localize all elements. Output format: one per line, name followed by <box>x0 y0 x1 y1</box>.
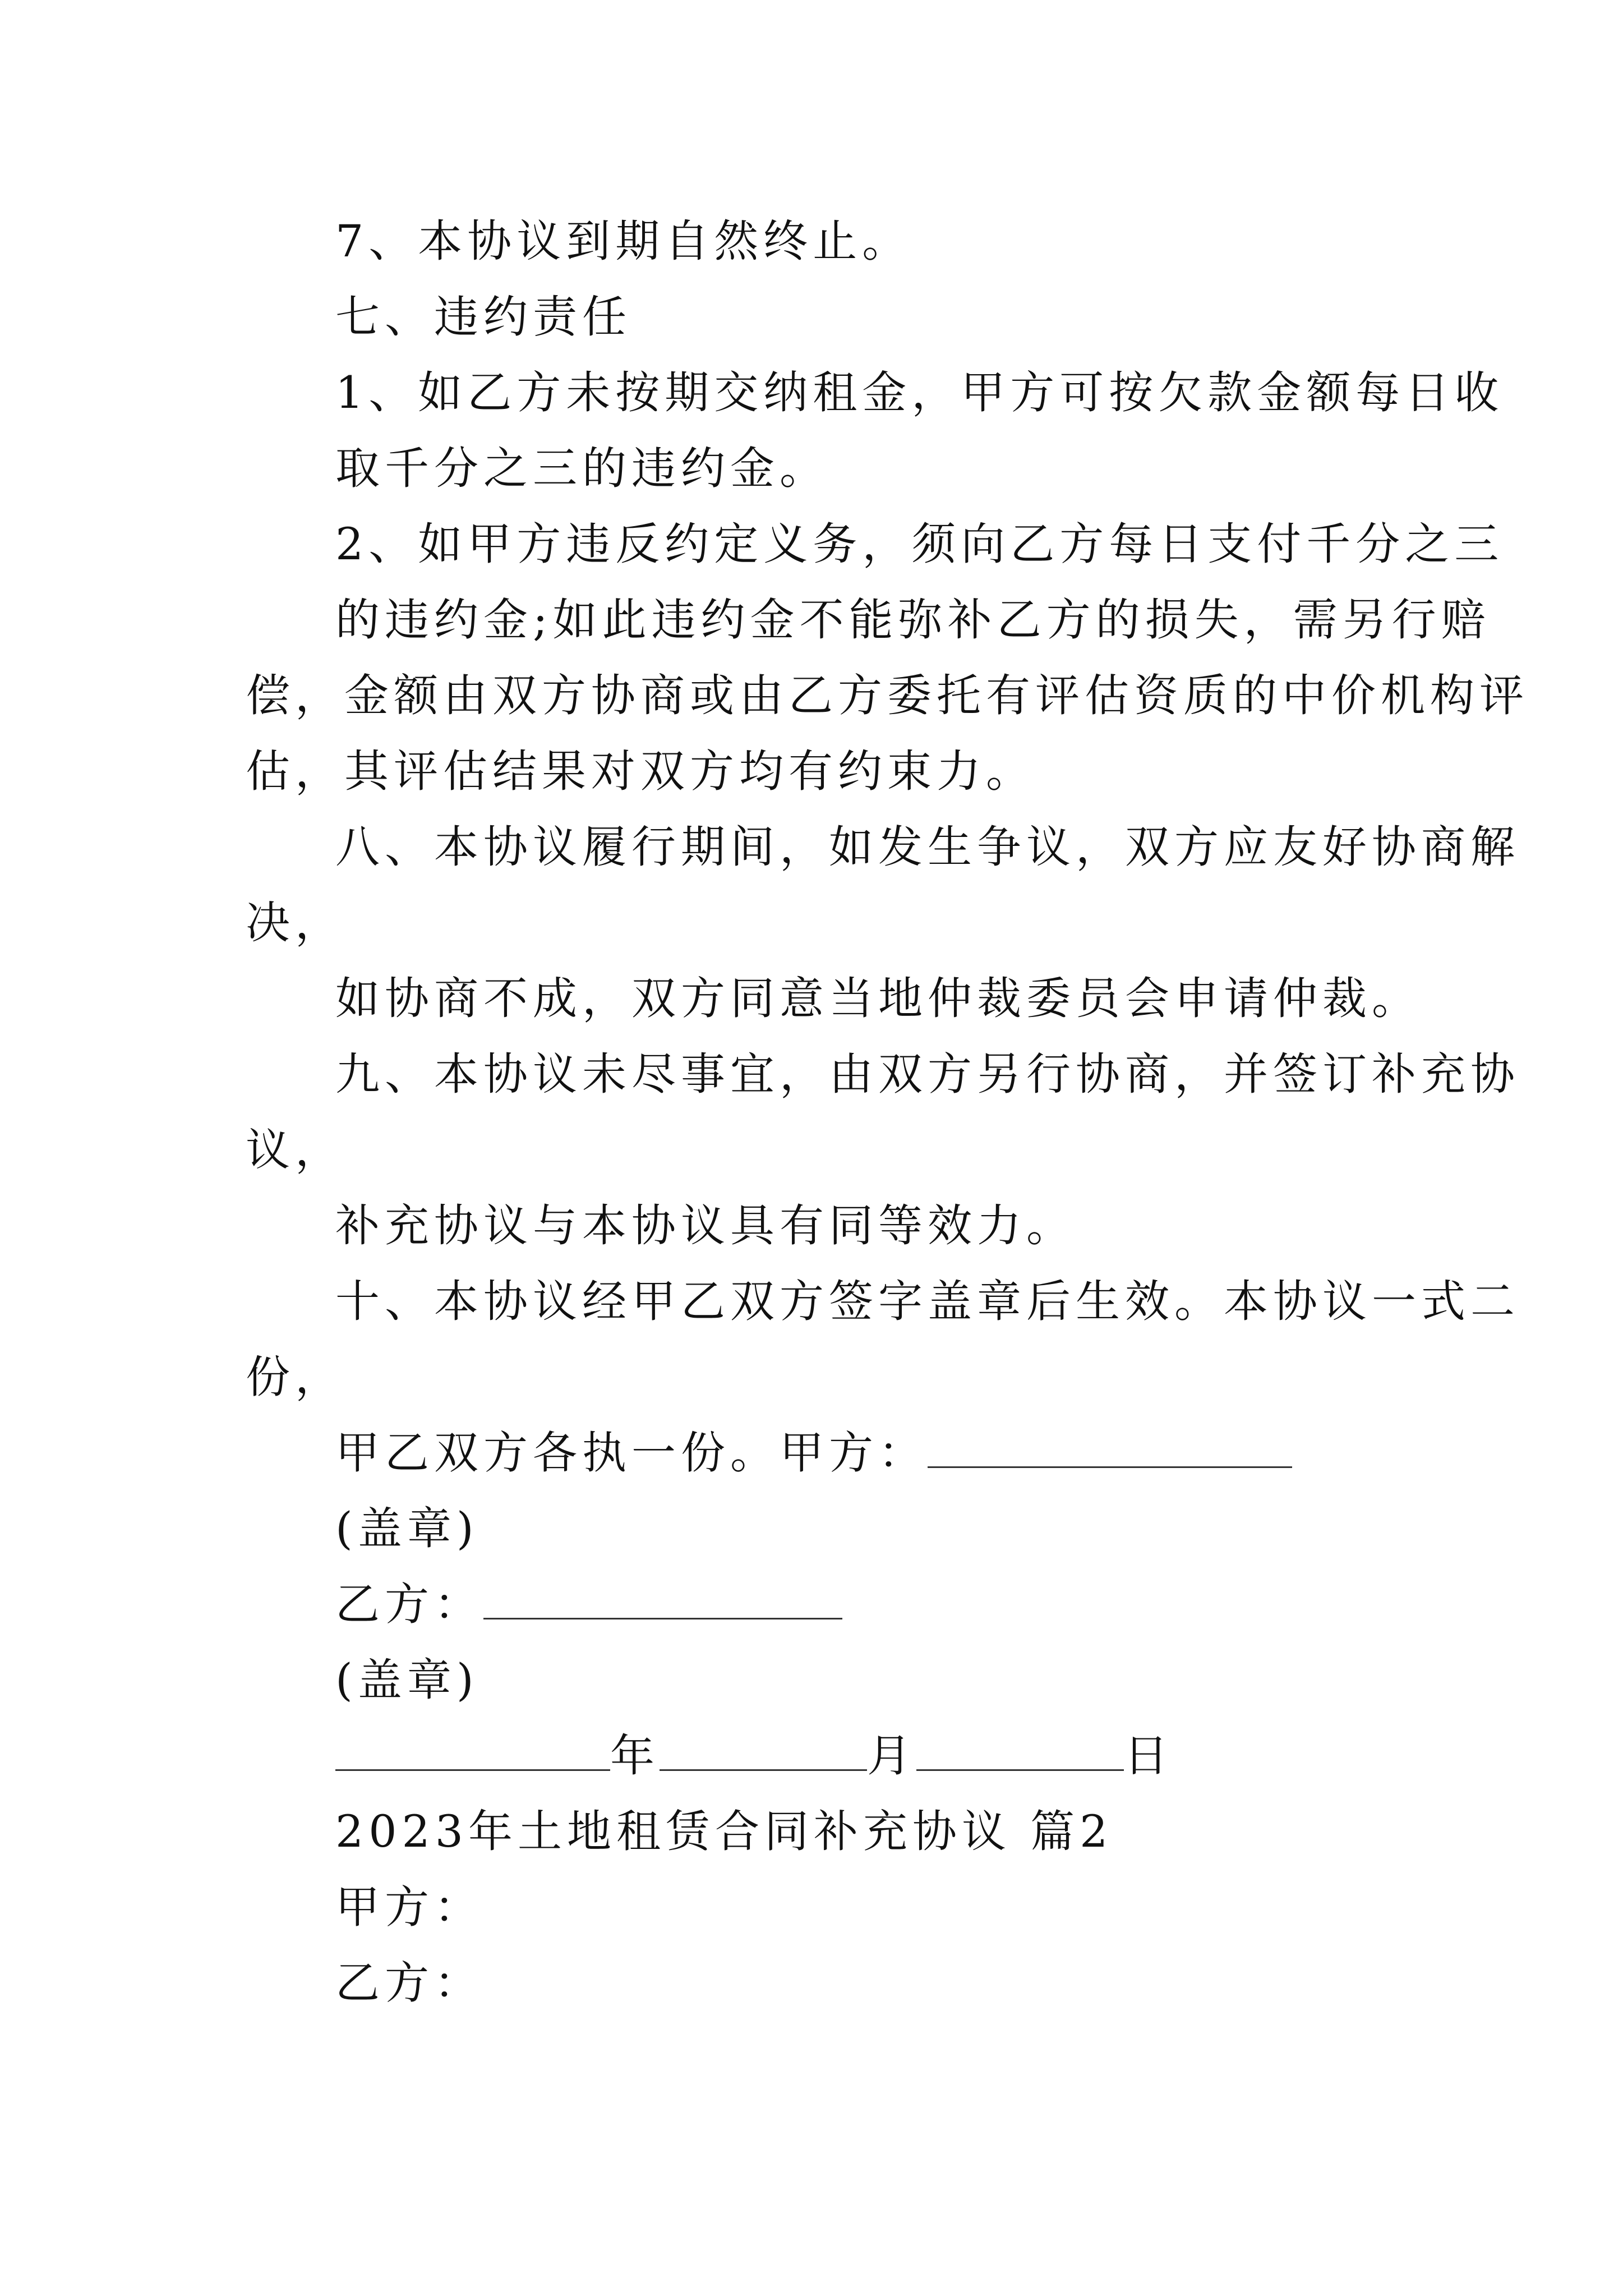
breach-clause-2-line-3: 偿，金额由双方协商或由乙方委托有评估资质的中价机构评 <box>246 670 1529 721</box>
breach-clause-1-line-1: 1、如乙方未按期交纳租金，甲方可按欠款金额每日收 <box>335 367 1504 418</box>
effective-clause-line-2: 份， <box>246 1351 344 1403</box>
day-blank <box>916 1733 1124 1771</box>
year-blank <box>335 1733 610 1771</box>
agreement-2-title: 2023年土地租赁合同补充协议 篇2 <box>335 1806 1113 1857</box>
month-label: 月 <box>867 1730 916 1782</box>
supplement-clause-line-2: 议， <box>246 1124 344 1176</box>
breach-clause-2-line-2: 的违约金;如此违约金不能弥补乙方的损失，需另行赔 <box>335 594 1491 646</box>
effective-clause-line-1: 十、本协议经甲乙双方签字盖章后生效。本协议一式二 <box>335 1276 1520 1327</box>
party-a-label: 甲乙双方各执一份。甲方： <box>335 1427 928 1479</box>
dispute-clause-line-1: 八、本协议履行期间，如发生争议，双方应友好协商解 <box>335 821 1520 873</box>
breach-clause-2-line-4: 估，其评估结果对双方均有约束力。 <box>246 746 1035 797</box>
breach-clause-2-line-1: 2、如甲方违反约定义务，须向乙方每日支付千分之三 <box>335 518 1504 570</box>
year-label: 年 <box>610 1730 660 1782</box>
signing-date-row <box>335 1725 1173 1787</box>
month-blank <box>660 1733 867 1771</box>
party-b-seal-note: (盖章) <box>335 1654 479 1706</box>
breach-clause-1-line-2: 取千分之三的违约金。 <box>335 443 829 494</box>
dispute-clause-line-3: 如协商不成，双方同意当地仲裁委员会申请仲裁。 <box>335 973 1421 1024</box>
party-b-label: 乙方： <box>335 1579 483 1630</box>
party-a-signature-blank <box>928 1430 1292 1468</box>
section-heading-breach: 七、违约责任 <box>335 291 631 343</box>
party-a-signature-row <box>335 1422 1292 1484</box>
party-b-signature-row <box>335 1573 842 1635</box>
party-b-signature-blank <box>483 1582 842 1619</box>
day-label: 日 <box>1124 1730 1173 1782</box>
agreement-2-party-b: 乙方： <box>335 1957 483 2009</box>
agreement-2-party-a: 甲方： <box>335 1881 483 1933</box>
supplement-clause-line-1: 九、本协议未尽事宜，由双方另行协商，并签订补充协 <box>335 1048 1520 1100</box>
dispute-clause-line-2: 决， <box>246 897 344 949</box>
clause-7-text: 7、本协议到期自然终止。 <box>335 215 912 267</box>
party-a-seal-note: (盖章) <box>335 1503 479 1554</box>
supplement-clause-line-3: 补充协议与本协议具有同等效力。 <box>335 1200 1076 1251</box>
